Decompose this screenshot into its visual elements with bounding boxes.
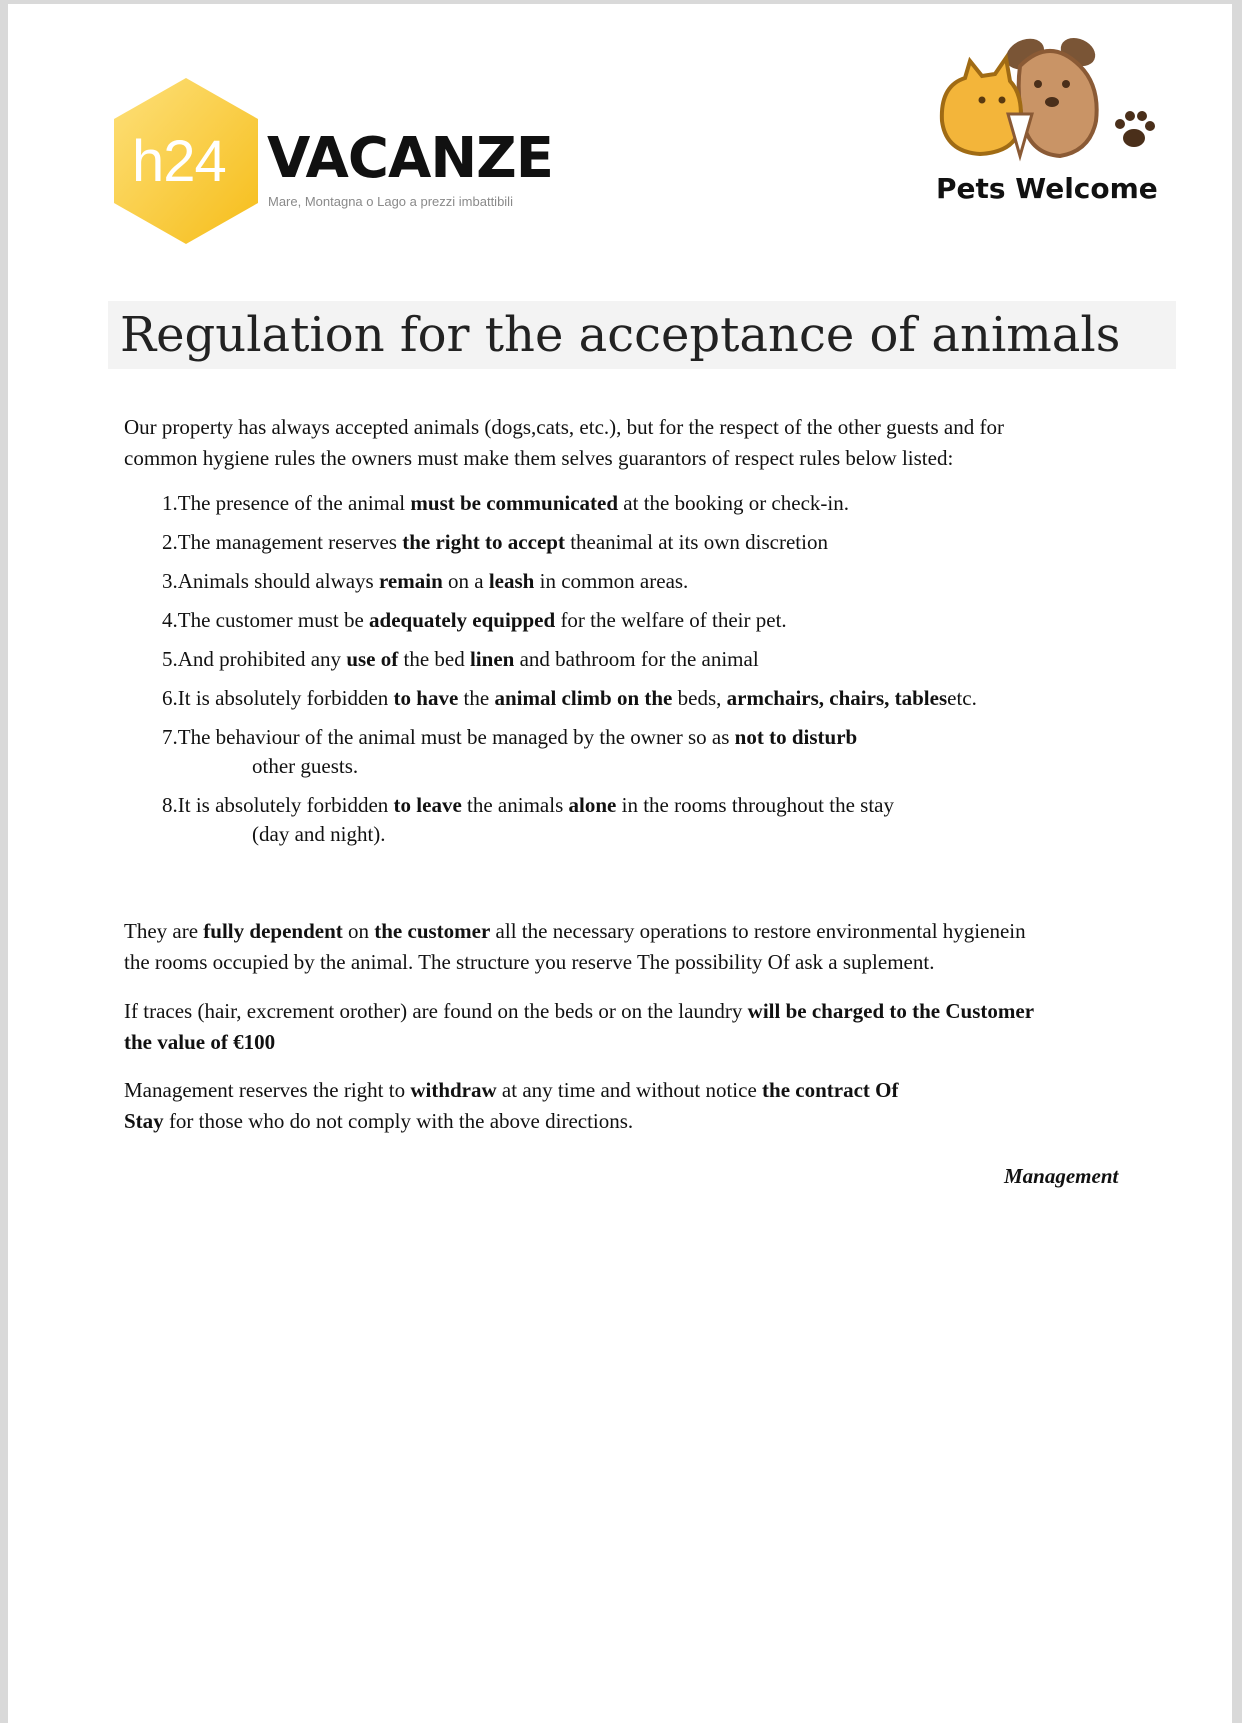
pets-welcome-label: Pets Welcome: [936, 172, 1158, 205]
charge-paragraph: If traces (hair, excrement orother) are found on the beds or on the laundry will be charged to the Customer the value of €100: [124, 999, 1035, 1054]
logo-brand: VACANZE: [267, 126, 554, 191]
pets-welcome-badge: [920, 26, 1160, 216]
list-item: 2.The management reserves the right to accept theanimal at its own discretion: [162, 530, 828, 554]
list-item: 1.The presence of the animal must be communicated at the booking or check-in.: [162, 491, 849, 515]
signature: Management: [1004, 1164, 1119, 1188]
intro-paragraph: [124, 412, 1004, 474]
list-item: 3.Animals should always remain on a leash in common areas.: [162, 569, 689, 593]
paw-print-icon: [1115, 111, 1155, 147]
cat-dog-icon: [920, 26, 1160, 176]
title-band: [108, 301, 1176, 369]
list-item: 6.It is absolutely forbidden to have the animal climb on the beds, armchairs, chairs, tablesetc.: [162, 686, 977, 710]
hygiene-paragraph: They are fully dependent on the customer all the necessary operations to restore environmental hygienein the rooms occupied by the animal. The structure you reserve The possibility Of ask a suplement.: [124, 919, 1026, 974]
logo-tagline: Mare, Montagna o Lago a prezzi imbattibili: [268, 194, 513, 209]
intro-line-2: common hygiene rules the owners must make them selves guarantors of respect rules below listed:: [124, 446, 954, 470]
list-item: 5.And prohibited any use of the bed linen and bathroom for the animal: [162, 647, 759, 671]
logo-mark: h24: [132, 129, 226, 194]
h24-vacanze-logo: [112, 76, 572, 246]
withdraw-paragraph: Management reserves the right to withdraw at any time and without notice the contract Of Stay for those who do not comply with the above directions.: [124, 1078, 899, 1133]
intro-line-1: Our property has always accepted animals (dogs,cats, etc.), but for the respect of the other guests and for: [124, 415, 1004, 439]
document-page: [8, 4, 1232, 1723]
list-item: 4.The customer must be adequately equipped for the welfare of their pet.: [162, 608, 787, 632]
list-item: 7.The behaviour of the animal must be managed by the owner so as not to disturb other guests.: [162, 725, 858, 778]
rules-list: [162, 489, 977, 859]
list-item: 8.It is absolutely forbidden to leave the animals alone in the rooms throughout the stay (day and night).: [162, 793, 894, 846]
page-title: Regulation for the acceptance of animals: [120, 307, 1121, 363]
